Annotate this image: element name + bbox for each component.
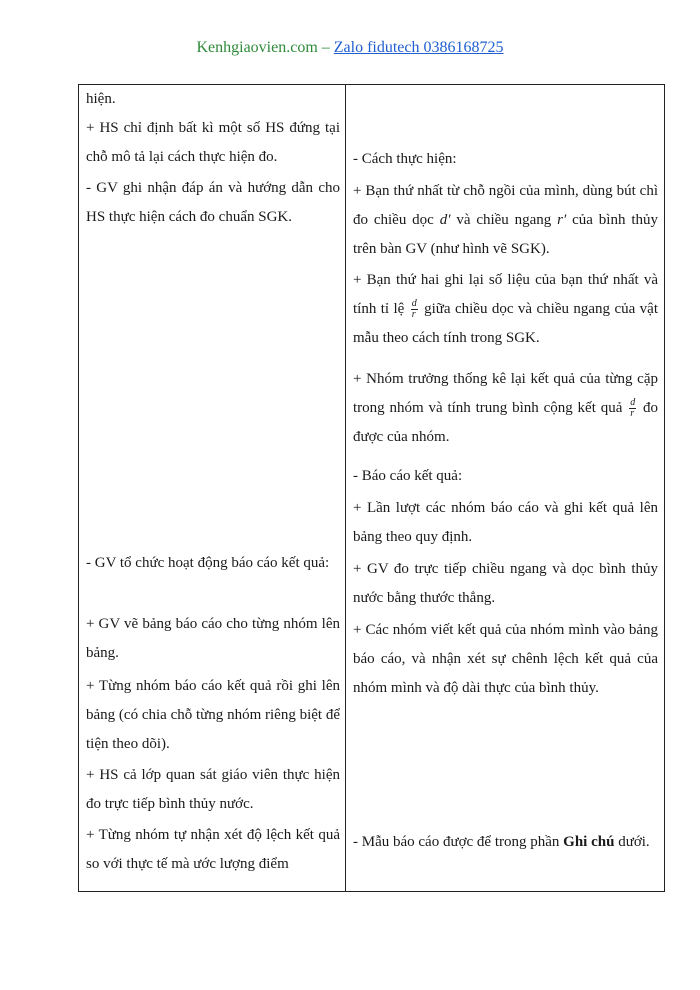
right-paragraph-8: + Các nhóm viết kết quả của nhóm mình vào bảng báo cáo, và nhận xét sự chênh lệch kết quả của nhóm mình và độ dài thực của bình thủy. [353,622,658,696]
right-paragraph-2: + Bạn thứ nhất từ chỗ ngồi của mình, dùng bút chì đo chiều dọc d′ và chiều ngang r′ của bình thủy trên bàn GV (như hình vẽ SGK). [353,183,658,257]
page-header [0,38,700,58]
variable-d-prime: d′ [439,212,451,228]
right-paragraph-1: - Cách thực hiện: [353,151,457,167]
variable-r-prime: r′ [557,212,567,228]
left-paragraph-4: - GV tổ chức hoạt động báo cáo kết quả: [86,555,330,571]
right-paragraph-6: + Lần lượt các nhóm báo cáo và ghi kết quả lên bảng theo quy định. [353,500,658,545]
right-paragraph-4: + Nhóm trưởng thống kê lại kết quả của từng cặp trong nhóm và tính trung bình cộng kết quả $\frac{d}{r}$ đo được của nhóm. [353,371,659,445]
right-paragraph-5: - Báo cáo kết quả: [353,468,463,484]
left-paragraph-5: + GV vẽ bảng báo cáo cho từng nhóm lên bảng. [86,616,340,661]
left-paragraph-3: - GV ghi nhận đáp án và hướng dẫn cho HS thực hiện cách đo chuẩn SGK. [86,180,340,225]
left-paragraph-7: + HS cả lớp quan sát giáo viên thực hiện đo trực tiếp bình thủy nước. [86,767,340,812]
left-paragraph-1: hiện. [86,91,116,107]
lesson-table [78,84,665,892]
left-paragraph-8: + Từng nhóm tự nhận xét độ lệch kết quả so với thực tế mà ước lượng điểm [86,827,340,872]
site-link[interactable]: Kenhgiaovien.com [196,39,318,56]
right-paragraph-9: - Mẫu báo cáo được để trong phần Ghi chú dưới. [353,834,650,850]
note-label: Ghi chú [563,834,615,850]
right-paragraph-3: + Bạn thứ hai ghi lại số liệu của bạn thứ nhất và tính tỉ lệ $\frac{d}{r}$ giữa chiều dọc và chiều ngang của vật mẫu theo cách tính trong SGK. [353,272,658,346]
left-paragraph-2: + HS chỉ định bất kì một số HS đứng tại chỗ mô tả lại cách thực hiện đo. [86,120,340,165]
ratio-fraction: $\frac{d}{r}$ [411,298,417,321]
teacher-activity-column [79,85,346,892]
right-paragraph-7: + GV đo trực tiếp chiều ngang và dọc bình thủy nước bằng thước thẳng. [353,561,658,606]
left-paragraph-6: + Từng nhóm báo cáo kết quả rồi ghi lên bảng (có chia chỗ từng nhóm riêng biệt để tiện theo dõi). [86,678,340,752]
student-activity-column [346,85,665,892]
ratio-fraction-2: $\frac{d}{r}$ [630,397,636,420]
header-separator: – [317,39,334,56]
zalo-link[interactable]: Zalo fidutech 0386168725 [333,39,504,56]
